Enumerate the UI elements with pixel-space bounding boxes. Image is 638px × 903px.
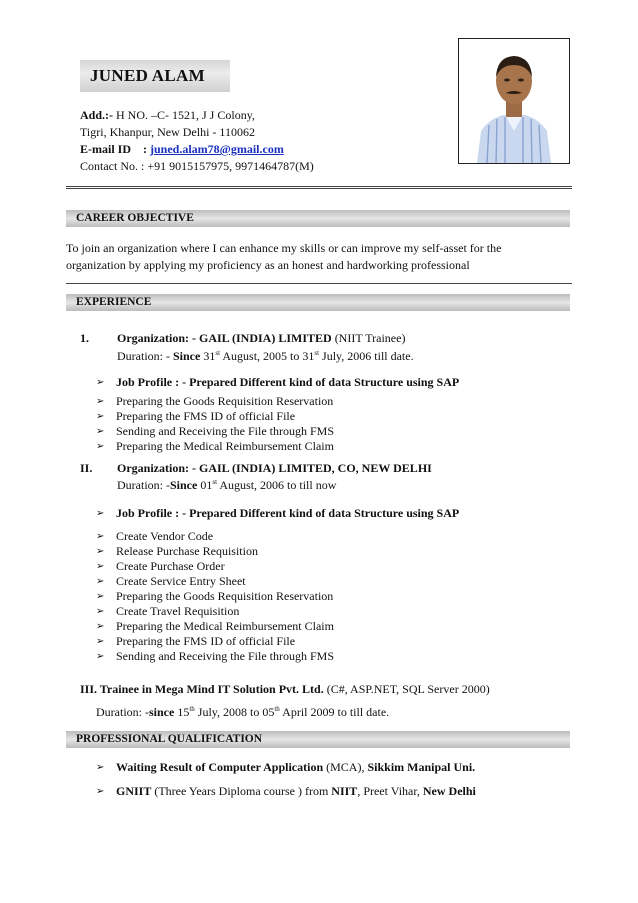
address-line-1: Add.:- H NO. –C- 1521, J J Colony,	[80, 108, 255, 122]
address-line-2: Tigri, Khanpur, New Delhi - 110062	[80, 125, 255, 139]
list-item: ➢ GNIIT (Three Years Diploma course ) from NIIT, Preet Vihar, New Delhi	[96, 784, 476, 798]
person-photo-icon	[459, 39, 569, 163]
career-heading: CAREER OBJECTIVE	[76, 212, 194, 224]
list-item: ➢ Preparing the Medical Reimbursement Claim	[96, 619, 334, 633]
profile-photo	[458, 38, 570, 164]
experience-number: II.	[80, 461, 93, 475]
list-item: ➢ Sending and Receiving the File through FMS	[96, 649, 334, 663]
contact-line: Contact No. : +91 9015157975, 9971464787(M)	[80, 159, 314, 173]
arrow-bullet-icon: ➢	[96, 591, 105, 602]
qualification-list	[96, 760, 476, 799]
list-item: ➢ Create Travel Requisition	[96, 604, 240, 618]
experience-duration: Duration: - Since 31st August, 2005 to 31st July, 2006 till date.	[117, 349, 414, 363]
arrow-bullet-icon: ➢	[96, 621, 105, 632]
arrow-bullet-icon: ➢	[96, 636, 105, 647]
list-item: ➢ Job Profile : - Prepared Different kind of data Structure using SAP	[96, 506, 460, 520]
experience-number: 1.	[80, 331, 89, 345]
arrow-bullet-icon: ➢	[96, 411, 105, 422]
list-item: ➢ Preparing the FMS ID of official File	[96, 409, 296, 423]
header-divider	[66, 186, 572, 189]
experience-org: Organization: - GAIL (INDIA) LIMITED, CO, NEW DELHI	[117, 461, 432, 475]
arrow-bullet-icon: ➢	[96, 786, 105, 797]
arrow-bullet-icon: ➢	[96, 576, 105, 587]
list-item: ➢ Preparing the FMS ID of official File	[96, 634, 296, 648]
section-band-qualification	[66, 731, 570, 748]
list-item: ➢ Create Service Entry Sheet	[96, 574, 246, 588]
list-item: ➢ Waiting Result of Computer Application (MCA), Sikkim Manipal Uni.	[96, 760, 476, 774]
trainee-duration: Duration: -since 15th July, 2008 to 05th April 2009 to till date.	[96, 705, 390, 719]
section-band-experience	[66, 294, 570, 311]
arrow-bullet-icon: ➢	[96, 561, 105, 572]
list-item: ➢ Create Purchase Order	[96, 559, 225, 573]
list-item: ➢ Sending and Receiving the File through FMS	[96, 424, 334, 438]
career-divider	[66, 283, 572, 284]
job-profile-list	[96, 375, 459, 454]
list-item: ➢ Create Vendor Code	[96, 529, 214, 543]
experience-org: Organization: - GAIL (INDIA) LIMITED (NIIT Trainee)	[117, 331, 406, 345]
arrow-bullet-icon: ➢	[96, 762, 105, 773]
list-item: ➢ Release Purchase Requisition	[96, 544, 258, 558]
arrow-bullet-icon: ➢	[96, 606, 105, 617]
list-item: ➢ Preparing the Medical Reimbursement Claim	[96, 439, 334, 453]
arrow-bullet-icon: ➢	[96, 508, 105, 519]
trainee-title: III. Trainee in Mega Mind IT Solution Pvt. Ltd. (C#, ASP.NET, SQL Server 2000)	[80, 682, 490, 696]
name-box	[80, 60, 230, 92]
email-link[interactable]: juned.alam78@gmail.com	[150, 142, 284, 156]
arrow-bullet-icon: ➢	[96, 441, 105, 452]
section-band-career	[66, 210, 570, 227]
arrow-bullet-icon: ➢	[96, 396, 105, 407]
contact-block	[80, 107, 314, 175]
arrow-bullet-icon: ➢	[96, 377, 105, 388]
experience-duration: Duration: -Since 01st August, 2006 to till now	[117, 478, 337, 492]
job-profile-list	[96, 506, 459, 664]
list-item: ➢ Preparing the Goods Requisition Reservation	[96, 589, 334, 603]
list-item: ➢ Job Profile : - Prepared Different kind of data Structure using SAP	[96, 375, 460, 389]
career-objective-text: To join an organization where I can enhance my skills or can improve my self-asset for the organization by applying my proficiency as an honest and hardworking professional	[66, 241, 502, 272]
arrow-bullet-icon: ➢	[96, 426, 105, 437]
qualification-heading: PROFESSIONAL QUALIFICATION	[76, 733, 263, 745]
email-line: E-mail ID : juned.alam78@gmail.com	[80, 142, 284, 156]
arrow-bullet-icon: ➢	[96, 651, 105, 662]
arrow-bullet-icon: ➢	[96, 531, 105, 542]
arrow-bullet-icon: ➢	[96, 546, 105, 557]
experience-heading: EXPERIENCE	[76, 296, 152, 308]
candidate-name: JUNED ALAM	[90, 66, 205, 85]
list-item: ➢ Preparing the Goods Requisition Reservation	[96, 394, 334, 408]
